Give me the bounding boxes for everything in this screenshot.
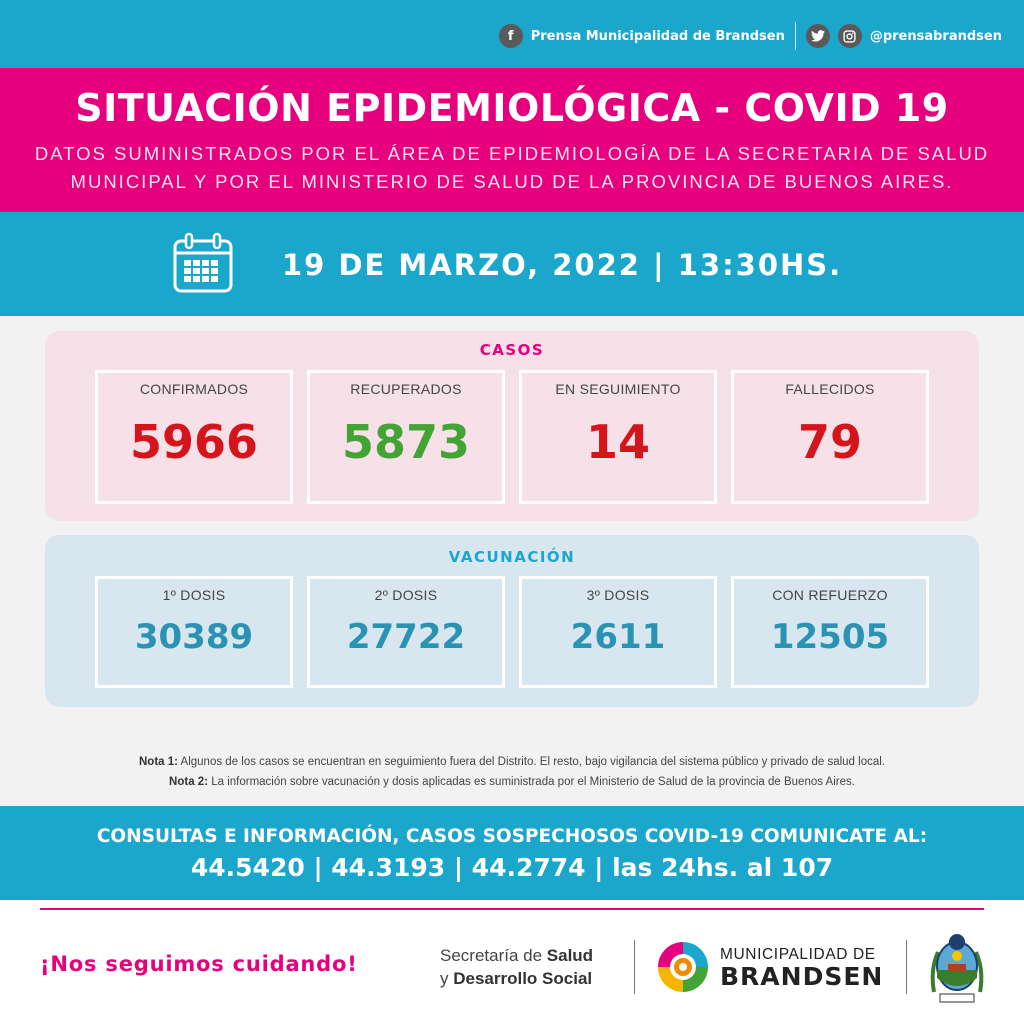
footer — [0, 900, 1024, 1024]
secretaria-line2-pre: y — [440, 969, 454, 988]
date-band — [0, 212, 1024, 316]
card-value: 2611 — [570, 617, 666, 657]
note-2-text: La información sobre vacunación y dosis aplicadas es suministrada por el Ministerio de Salud de la provincia de Buenos Aires. — [208, 776, 855, 788]
twitter-icon[interactable] — [806, 24, 830, 48]
footer-separator — [906, 940, 907, 994]
card-dosis-2 — [307, 576, 505, 688]
casos-panel — [45, 331, 979, 521]
card-con-refuerzo — [731, 576, 929, 688]
municipality-logo — [654, 938, 712, 996]
secretaria-desarrollo: Desarrollo Social — [453, 969, 593, 988]
note-2 — [0, 772, 1024, 792]
subtitle-line-2: MUNICIPAL Y POR EL MINISTERIO DE SALUD DE LA PROVINCIA DE BUENOS AIRES. — [70, 171, 954, 192]
header-banner — [0, 68, 1024, 212]
page-subtitle — [0, 140, 1024, 196]
card-dosis-3 — [519, 576, 717, 688]
calendar-icon — [172, 232, 234, 294]
card-value: 79 — [797, 415, 862, 469]
note-1 — [0, 752, 1024, 772]
card-label: CON REFUERZO — [772, 587, 888, 603]
card-value: 30389 — [134, 617, 254, 657]
instagram-icon[interactable] — [838, 24, 862, 48]
casos-title: CASOS — [479, 341, 545, 359]
card-value: 5966 — [129, 415, 259, 469]
social-handle[interactable]: @prensabrandsen — [869, 28, 1002, 44]
brandsen-crest — [926, 930, 988, 1006]
card-value: 12505 — [770, 617, 890, 657]
secretaria-label — [440, 944, 593, 990]
note-2-label: Nota 2: — [169, 776, 209, 788]
card-label: EN SEGUIMIENTO — [555, 381, 681, 397]
card-label: FALLECIDOS — [785, 381, 875, 397]
secretaria-salud: Salud — [546, 946, 594, 965]
contact-band — [0, 806, 1024, 900]
municipality-line-1: MUNICIPALIDAD DE — [720, 946, 876, 963]
card-label: 3º DOSIS — [586, 587, 650, 603]
note-1-label: Nota 1: — [139, 756, 178, 768]
card-recuperados — [307, 370, 505, 504]
card-label: RECUPERADOS — [350, 381, 462, 397]
vacunacion-panel — [45, 535, 979, 707]
municipality-name — [720, 946, 883, 991]
card-confirmados — [95, 370, 293, 504]
footer-separator — [634, 940, 635, 994]
facebook-icon[interactable]: f — [499, 24, 523, 48]
subtitle-line-1: DATOS SUMINISTRADOS POR EL ÁREA DE EPIDEMIOLOGÍA DE LA SECRETARIA DE SALUD — [34, 143, 990, 164]
card-fallecidos — [731, 370, 929, 504]
report-date: 19 DE MARZO, 2022 | 13:30HS. — [282, 248, 843, 282]
card-value: 14 — [585, 415, 650, 469]
facebook-page-name[interactable]: Prensa Municipalidad de Brandsen — [530, 28, 785, 44]
social-links — [499, 22, 1002, 50]
vacunacion-title: VACUNACIÓN — [448, 548, 576, 566]
card-label: 2º DOSIS — [374, 587, 438, 603]
card-label: CONFIRMADOS — [139, 381, 249, 397]
social-divider — [795, 22, 796, 50]
secretaria-pre: Secretaría de — [440, 946, 547, 965]
card-dosis-1 — [95, 576, 293, 688]
slogan: ¡Nos seguimos cuidando! — [40, 952, 358, 976]
top-bar — [0, 0, 1024, 68]
contact-heading: CONSULTAS E INFORMACIÓN, CASOS SOSPECHOSOS COVID-19 COMUNICATE AL: — [96, 826, 928, 847]
note-1-text: Algunos de los casos se encuentran en seguimiento fuera del Distrito. El resto, bajo vigilancia del sistema público y privado de salud local. — [177, 756, 885, 768]
municipality-line-2: BRANDSEN — [720, 962, 884, 991]
contact-phones: 44.5420 | 44.3193 | 44.2774 | las 24hs. al 107 — [190, 853, 834, 882]
notes — [0, 752, 1024, 792]
footer-divider — [40, 908, 984, 910]
card-value: 27722 — [346, 617, 466, 657]
page-title: SITUACIÓN EPIDEMIOLÓGICA - COVID 19 — [75, 86, 949, 130]
card-en-seguimiento — [519, 370, 717, 504]
card-label: 1º DOSIS — [162, 587, 226, 603]
card-value: 5873 — [341, 415, 471, 469]
